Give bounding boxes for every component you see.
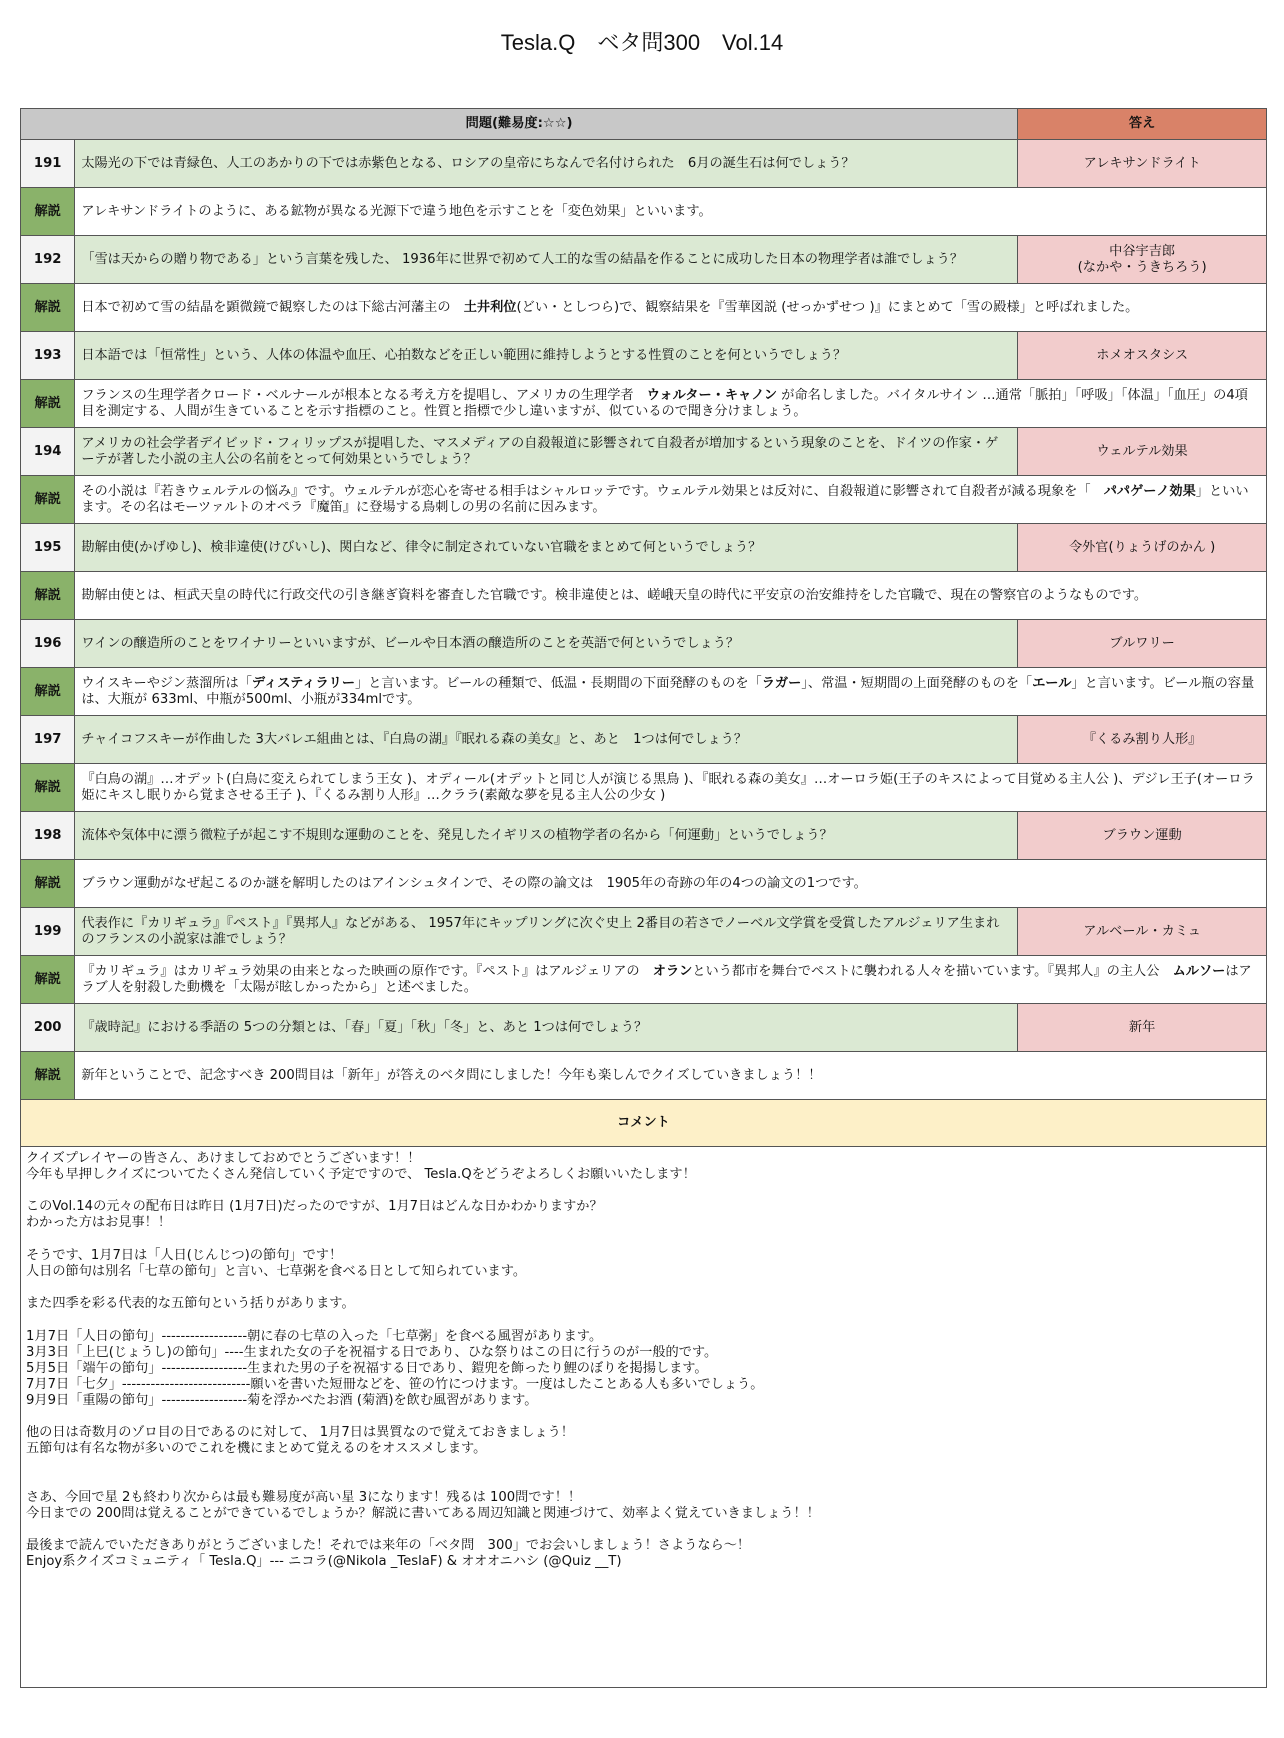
answer-text: 令外官(りょうげのかん ) — [1018, 524, 1267, 572]
question-row — [21, 908, 1267, 956]
answer-main: 中谷宇吉郎 — [1109, 243, 1176, 259]
comment-line: 最後まで読んでいただきありがとうございました！それでは来年の「ベタ問 300」でお会いしましょう！さようなら〜！ — [26, 1538, 751, 1554]
explanation-label: 解説 — [21, 476, 75, 524]
explanation-text — [75, 764, 1267, 812]
explanation-label: 解説 — [21, 956, 75, 1004]
question-row — [21, 524, 1267, 572]
explanation-label: 解説 — [21, 572, 75, 620]
comment-line: Enjoy系クイズコミュニティ「 Tesla.Q」--- ニコラ(@Nikola _TeslaF) & オオオニハシ (@Quiz __T) — [26, 1554, 622, 1570]
comment-body — [21, 1147, 1267, 1688]
question-number: 200 — [21, 1004, 75, 1052]
comment-line: クイズプレイヤーの皆さん、あけましておめでとうございます！！ — [26, 1151, 421, 1166]
explanation-row — [21, 380, 1267, 428]
explanation-text — [75, 1052, 1267, 1100]
explanation-segment: 」、常温・短期間の上面発酵のものを「 — [801, 675, 1033, 691]
question-number: 196 — [21, 620, 75, 668]
explanation-segment: 『カリギュラ』はカリギュラ効果の由来となった映画の原作です。『ペスト』はアルジェリアの — [81, 963, 653, 979]
question-text: ワインの醸造所のことをワイナリーといいますが、ビールや日本酒の醸造所のことを英語で何というでしょう？ — [75, 620, 1018, 668]
explanation-segment: 日本で初めて雪の結晶を顕微鏡で観察したのは下総古河藩主の — [81, 299, 464, 315]
comment-line: さあ、今回で星 2も終わり次からは最も難易度が高い星 3になります！残るは 100問です！！ — [26, 1489, 582, 1505]
question-row — [21, 716, 1267, 764]
answer-text: ホメオスタシス — [1018, 332, 1267, 380]
comment-line: 今年も早押しクイズについてたくさん発信していく予定ですので、 Tesla.Qをどうぞよろしくお願いいたします！ — [26, 1167, 696, 1182]
explanation-keyword: ムルソー — [1172, 963, 1226, 979]
question-row — [21, 332, 1267, 380]
answer-text: アレキサンドライト — [1018, 140, 1267, 188]
explanation-keyword: ラガー — [761, 675, 802, 691]
explanation-row — [21, 188, 1267, 236]
explanation-keyword: エール — [1032, 675, 1072, 691]
question-row — [21, 140, 1267, 188]
explanation-keyword: パパゲーノ効果 — [1103, 483, 1196, 499]
comment-line: わかった方はお見事！！ — [26, 1215, 172, 1231]
question-text: 勘解由使(かげゆし)、検非違使(けびいし)、関白など、律令に制定されていない官職をまとめて何というでしょう？ — [75, 524, 1018, 572]
explanation-row — [21, 956, 1267, 1004]
explanation-segment: ウイスキーやジン蒸溜所は「 — [81, 675, 252, 691]
explanation-row — [21, 476, 1267, 524]
question-number: 194 — [21, 428, 75, 476]
question-text: 太陽光の下では青緑色、人工のあかりの下では赤紫色となる、ロシアの皇帝にちなんで名付けられた 6月の誕生石は何でしょう？ — [75, 140, 1018, 188]
explanation-segment: 」といいます。その名はモーツァルトのオペラ『魔笛』に登場する鳥刺しの男の名前に因みます。 — [81, 483, 1249, 515]
explanation-segment: という都市を舞台でペストに襲われる人々を描いています。『異邦人』の主人公 — [692, 963, 1173, 979]
answer-text: 『くるみ割り人形』 — [1018, 716, 1267, 764]
explanation-row — [21, 572, 1267, 620]
explanation-label: 解説 — [21, 188, 75, 236]
explanation-text — [75, 284, 1267, 332]
explanation-segment: 勘解由使とは、桓武天皇の時代に行政交代の引き継ぎ資料を審査した官職です。検非違使とは、嵯峨天皇の時代に平安京の治安維持をした官職で、現在の警察官のようなものです。 — [81, 587, 1148, 603]
question-text: チャイコフスキーが作曲した 3大バレエ組曲とは、『白鳥の湖』『眠れる森の美女』と、あと 1つは何でしょう？ — [75, 716, 1018, 764]
explanation-text — [75, 860, 1267, 908]
explanation-segment: が命名しました。バイタルサイン …通常「脈拍」「呼吸」「体温」「血圧」の4項目を測定する、人間が生きていることを示す指標のこと。性質と指標で少し違いますが、似ているので聞き分けましょう。 — [81, 387, 1248, 419]
question-number: 197 — [21, 716, 75, 764]
explanation-text — [75, 956, 1267, 1004]
explanation-segment: 新年ということで、記念すべき 200問目は「新年」が答えのベタ問にしました！今年も楽しんでクイズしていきましょう！！ — [81, 1067, 822, 1083]
explanation-segment: 」と言います。ビールの種類で、低温・長期間の下面発酵のものを「 — [355, 675, 762, 691]
answer-text: ブラウン運動 — [1018, 812, 1267, 860]
question-text: 代表作に『カリギュラ』『ペスト』『異邦人』などがある、 1957年にキップリングに次ぐ史上 2番目の若さでノーベル文学賞を受賞したアルジェリア生まれのフランスの小説家は誰でしょう？ — [75, 908, 1018, 956]
comment-line: 他の日は奇数月のゾロ目の日であるのに対して、 1月7日は異質なので覚えておきましょう！ — [26, 1424, 574, 1440]
explanation-label: 解説 — [21, 284, 75, 332]
explanation-label: 解説 — [21, 860, 75, 908]
explanation-segment: その小説は『若きウェルテルの悩み』です。ウェルテルが恋心を寄せる相手はシャルロッテです。ウェルテル効果とは反対に、自殺報道に影響されて自殺者が減る現象を「 — [81, 483, 1104, 499]
question-row — [21, 620, 1267, 668]
comment-line: 人日の節句は別名「七草の節句」と言い、七草粥を食べる日として知られています。 — [26, 1263, 527, 1279]
question-number: 191 — [21, 140, 75, 188]
question-row — [21, 428, 1267, 476]
answer-text — [1018, 236, 1267, 284]
explanation-text — [75, 188, 1267, 236]
explanation-label: 解説 — [21, 1052, 75, 1100]
comment-line: 7月7日「七夕」---------------------------願いを書いた短冊などを、笹の竹につけます。一度はしたことある人も多いでしょう。 — [26, 1376, 764, 1392]
question-number: 193 — [21, 332, 75, 380]
explanation-text — [75, 476, 1267, 524]
answer-reading: (なかや・うきちろう) — [1077, 259, 1207, 275]
comment-line: 5月5日「端午の節句」------------------生まれた男の子を祝福する日であり、鎧兜を飾ったり鯉のぼりを掲揚します。 — [26, 1360, 708, 1376]
header-question: 問題(難易度:☆☆) — [21, 109, 1018, 140]
explanation-keyword: オラン — [652, 963, 693, 979]
comment-line: 9月9日「重陽の節句」------------------菊を浮かべたお酒 (菊酒)を飲む風習があります。 — [26, 1392, 538, 1408]
question-text: アメリカの社会学者デイビッド・フィリップスが提唱した、マスメディアの自殺報道に影響されて自殺者が増加するという現象のことを、ドイツの作家・ゲーテが著した小説の主人公の名前をとって何効果というでしょう？ — [75, 428, 1018, 476]
question-number: 198 — [21, 812, 75, 860]
question-row — [21, 812, 1267, 860]
question-text: 流体や気体中に漂う微粒子が起こす不規則な運動のことを、発見したイギリスの植物学者の名から「何運動」というでしょう？ — [75, 812, 1018, 860]
comment-line: 五節句は有名な物が多いのでこれを機にまとめて覚えるのをオススメします。 — [26, 1440, 487, 1456]
explanation-label: 解説 — [21, 764, 75, 812]
question-number: 195 — [21, 524, 75, 572]
explanation-segment: 『白鳥の湖』…オデット(白鳥に変えられてしまう王女 )、オディール(オデットと同じ人が演じる黒鳥 )、『眠れる森の美女』…オーロラ姫(王子のキスによって目覚める主人公 )、デジレ王子(オーロラ姫にキスし眠りから覚まさせる王子 )、『くるみ割り人形』…クララ(素敵な夢を見る主人公の少女 ) — [81, 771, 1255, 803]
comment-line: また四季を彩る代表的な五節句という括りがあります。 — [26, 1296, 355, 1312]
explanation-text — [75, 572, 1267, 620]
explanation-segment: フランスの生理学者クロード・ベルナールが根本となる考え方を提唱し、アメリカの生理学者 — [81, 387, 647, 403]
page-title: Tesla.Q ベタ問300 Vol.14 — [500, 30, 784, 55]
question-row — [21, 1004, 1267, 1052]
explanation-keyword: ディスティラリー — [251, 675, 356, 691]
question-number: 192 — [21, 236, 75, 284]
explanation-row — [21, 284, 1267, 332]
explanation-row — [21, 1052, 1267, 1100]
comment-line: 今日までの 200問は覚えることができているでしょうか？解説に書いてある周辺知識と関連づけて、効率よく覚えていきましょう！！ — [26, 1505, 820, 1521]
explanation-segment: アレキサンドライトのように、ある鉱物が異なる光源下で違う地色を示すことを「変色効果」といいます。 — [81, 203, 712, 219]
question-number: 199 — [21, 908, 75, 956]
explanation-row — [21, 668, 1267, 716]
answer-text: ブルワリー — [1018, 620, 1267, 668]
answer-text: 新年 — [1018, 1004, 1267, 1052]
comment-line: 1月7日「人日の節句」------------------朝に春の七草の入った「七草粥」を食べる風習があります。 — [26, 1328, 603, 1344]
question-text: 『歳時記』における季語の 5つの分類とは、「春」「夏」「秋」「冬」と、あと 1つは何でしょう？ — [75, 1004, 1018, 1052]
explanation-keyword: 土井利位 — [463, 299, 517, 315]
explanation-segment: 」と言います。ビール瓶の容量は、大瓶が 633ml、中瓶が500ml、小瓶が334mlです。 — [81, 675, 1255, 707]
explanation-text — [75, 380, 1267, 428]
question-row — [21, 236, 1267, 284]
header-answer: 答え — [1018, 109, 1267, 140]
comment-line: 3月3日「上巳(じょうし)の節句」----生まれた女の子を祝福する日であり、ひな祭りはこの日に行うのが一般的です。 — [26, 1344, 718, 1360]
explanation-label: 解説 — [21, 668, 75, 716]
comment-line: そうです、1月7日は「人日(じんじつ)の節句」です！ — [26, 1247, 343, 1263]
explanation-segment: (どい・としつら)で、観察結果を『雪華図説 (せっかずせつ )』にまとめて「雪の殿様」と呼ばれました。 — [516, 299, 1139, 315]
explanation-segment: はアラブ人を射殺した動機を「太陽が眩しかったから」と述べました。 — [81, 963, 1252, 995]
question-text: 「雪は天からの贈り物である」という言葉を残した、 1936年に世界で初めて人工的な雪の結晶を作ることに成功した日本の物理学者は誰でしょう？ — [75, 236, 1018, 284]
explanation-keyword: ウォルター・キャノン — [646, 387, 778, 403]
explanation-label: 解説 — [21, 380, 75, 428]
comment-header: コメント — [21, 1100, 1267, 1147]
question-text: 日本語では「恒常性」という、人体の体温や血圧、心拍数などを正しい範囲に維持しようとする性質のことを何というでしょう？ — [75, 332, 1018, 380]
explanation-row — [21, 764, 1267, 812]
explanation-text — [75, 668, 1267, 716]
explanation-row — [21, 860, 1267, 908]
answer-text: ウェルテル効果 — [1018, 428, 1267, 476]
quiz-table — [20, 108, 1267, 1688]
comment-line: このVol.14の元々の配布日は昨日 (1月7日)だったのですが、1月7日はどんな日かわかりますか？ — [26, 1199, 603, 1215]
answer-text: アルベール・カミュ — [1018, 908, 1267, 956]
explanation-segment: ブラウン運動がなぜ起こるのか謎を解明したのはアインシュタインで、その際の論文は 1905年の奇跡の年の4つの論文の1つです。 — [81, 875, 867, 891]
